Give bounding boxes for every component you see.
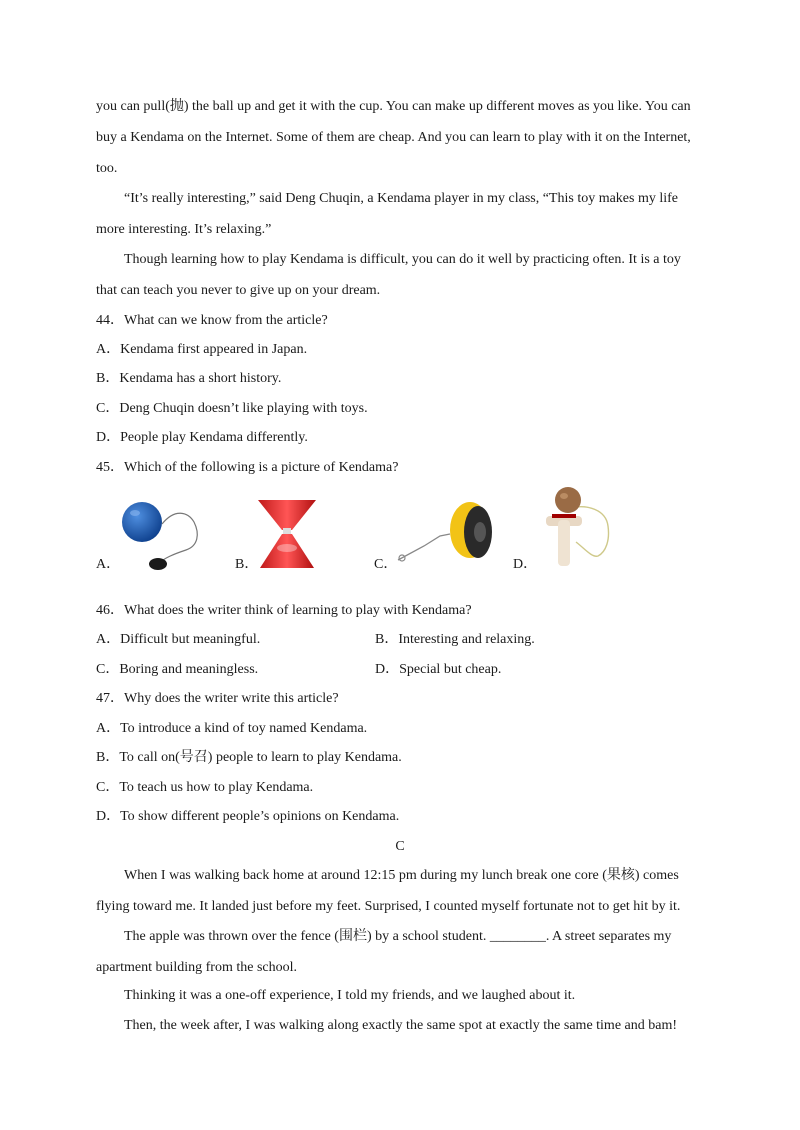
passage-b-line: you can pull(抛) the ball up and get it with the cup. You can make up different moves as you like. You can — [96, 99, 691, 114]
passage-c-line: Then, the week after, I was walking along exactly the same spot at exactly the same time and bam! — [124, 1018, 678, 1033]
question-47-option-a[interactable]: A．To introduce a kind of toy named Kendama. — [96, 721, 368, 736]
passage-c-line: flying toward me. It landed just before my feet. Surprised, I counted myself fortunate not to get hit by it. — [96, 899, 681, 914]
question-47-stem: 47．Why does the writer write this article? — [96, 691, 339, 706]
question-45-option-a[interactable]: A． — [96, 557, 121, 572]
question-46-stem: 46．What does the writer think of learning to play with Kendama? — [96, 603, 472, 618]
question-46-option-c[interactable]: C．Boring and meaningless. — [96, 662, 259, 677]
question-46-option-b[interactable]: B．Interesting and relaxing. — [375, 632, 535, 647]
question-44-stem: 44．What can we know from the article? — [96, 313, 328, 328]
question-46-option-a[interactable]: A．Difficult but meaningful. — [96, 632, 261, 647]
question-47-option-d[interactable]: D．To show different people’s opinions on Kendama. — [96, 809, 400, 824]
question-45-picture-options — [96, 486, 716, 576]
question-44-option-a[interactable]: A．Kendama first appeared in Japan. — [96, 342, 308, 357]
question-45-stem: 45．Which of the following is a picture of Kendama? — [96, 460, 399, 475]
passage-c-line: apartment building from the school. — [96, 960, 298, 975]
passage-b-line: “It’s really interesting,” said Deng Chuqin, a Kendama player in my class, “This toy makes my life — [124, 191, 679, 206]
question-45-option-d[interactable]: D． — [513, 557, 538, 572]
kendama-icon — [536, 486, 616, 570]
yellow-yoyo-icon — [394, 500, 499, 570]
question-47-option-c[interactable]: C．To teach us how to play Kendama. — [96, 780, 314, 795]
passage-b-line: that can teach you never to give up on your dream. — [96, 283, 381, 298]
question-44-option-b[interactable]: B．Kendama has a short history. — [96, 371, 282, 386]
question-44-option-c[interactable]: C．Deng Chuqin doesn’t like playing with toys. — [96, 401, 368, 416]
passage-b-line: more interesting. It’s relaxing.” — [96, 222, 272, 237]
passage-b-line: too. — [96, 161, 118, 176]
passage-b-line: Though learning how to play Kendama is difficult, you can do it well by practicing often. It is a toy — [124, 252, 681, 267]
question-46-option-d[interactable]: D．Special but cheap. — [375, 662, 502, 677]
question-45-option-c[interactable]: C． — [374, 557, 398, 572]
passage-c-line: When I was walking back home at around 12:15 pm during my lunch break one core (果核) comes — [124, 868, 679, 883]
passage-c-line: Thinking it was a one-off experience, I told my friends, and we laughed about it. — [124, 988, 576, 1003]
passage-c-line: The apple was thrown over the fence (围栏) by a school student. ________. A street separates my — [124, 929, 672, 944]
passage-c-heading: C — [395, 839, 405, 854]
question-47-option-b[interactable]: B．To call on(号召) people to learn to play Kendama. — [96, 750, 402, 765]
question-44-option-d[interactable]: D．People play Kendama differently. — [96, 430, 308, 445]
question-45-option-b[interactable]: B． — [235, 557, 259, 572]
red-diabolo-icon — [256, 498, 318, 570]
passage-b-line: buy a Kendama on the Internet. Some of them are cheap. And you can learn to play with it on the Internet, — [96, 130, 691, 145]
ball-on-string-toy-icon — [120, 498, 202, 570]
